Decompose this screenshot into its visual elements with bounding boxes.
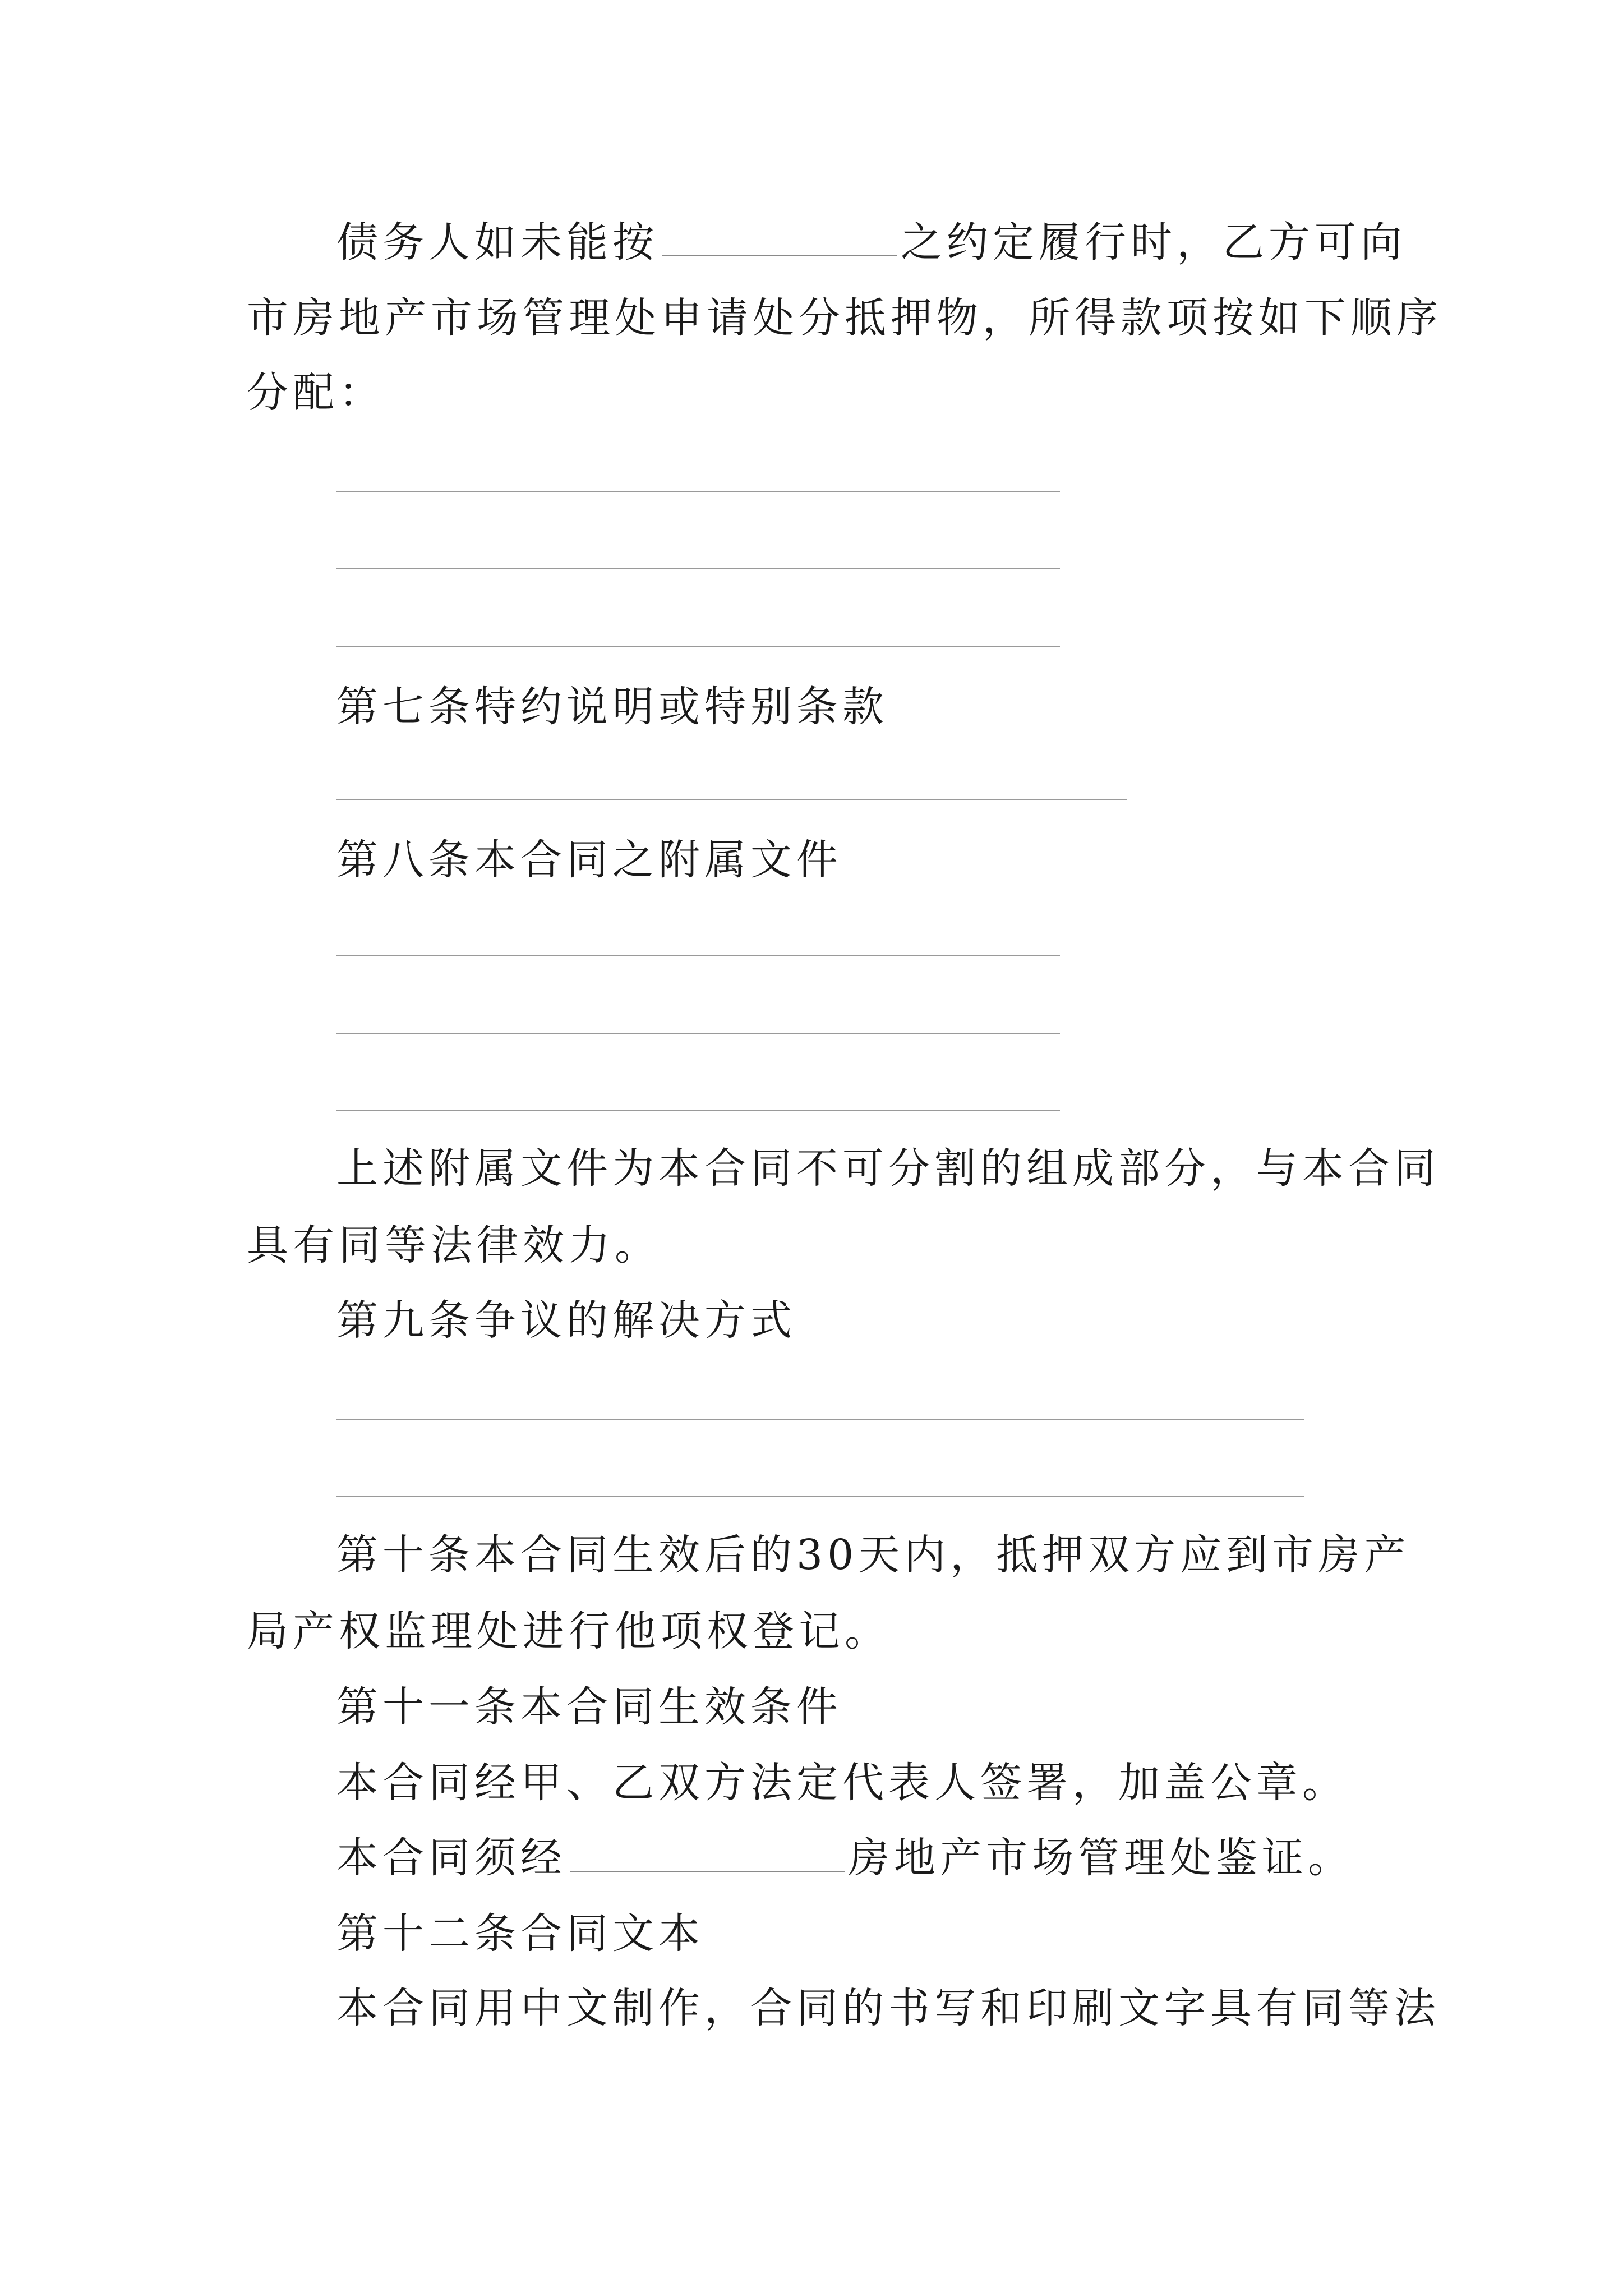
paragraph-1-line-2: 市房地产市场管理处申请处分抵押物，所得款项按如下顺序: [247, 294, 1442, 342]
article-11-clause-b: [336, 1830, 1391, 1886]
fill-in-line[interactable]: [336, 646, 1060, 647]
text-segment: 债务人如未能按: [336, 218, 658, 266]
fill-in-line[interactable]: [336, 799, 1127, 800]
article-12-line-1: 本合同用中文制作，合同的书写和印刷文字具有同等法: [336, 1984, 1440, 2032]
attachment-paragraph-line-2: 具有同等法律效力。: [247, 1221, 661, 1269]
text-segment: 本合同须经: [336, 1834, 566, 1882]
fill-in-line[interactable]: [336, 568, 1060, 569]
article-11-clause-a: 本合同经甲、乙双方法定代表人签署，加盖公章。: [336, 1759, 1348, 1807]
article-7-heading: 第七条特约说明或特别条款: [336, 683, 888, 731]
fill-in-line[interactable]: [336, 1496, 1304, 1497]
fill-in-line[interactable]: [336, 955, 1060, 956]
article-10-line-1: 第十条本合同生效后的30天内，抵押双方应到市房产: [336, 1531, 1410, 1579]
paragraph-1-line-3: 分配：: [247, 369, 385, 417]
attachment-paragraph-line-1: 上述附属文件为本合同不可分割的组成部分，与本合同: [336, 1144, 1440, 1193]
fill-in-line[interactable]: [336, 1033, 1060, 1034]
text-segment: 房地产市场管理处鉴证。: [848, 1834, 1354, 1882]
fill-in-line[interactable]: [336, 1419, 1304, 1420]
article-10-line-2: 局产权监理处进行他项权登记。: [247, 1607, 891, 1655]
article-11-heading: 第十一条本合同生效条件: [336, 1683, 842, 1731]
article-8-heading: 第八条本合同之附属文件: [336, 836, 842, 884]
article-12-heading: 第十二条合同文本: [336, 1910, 704, 1958]
article-9-heading: 第九条争议的解决方式: [336, 1296, 796, 1345]
fill-in-blank[interactable]: [662, 222, 897, 256]
text-segment: 之约定履行时，乙方可向: [901, 218, 1407, 266]
fill-in-blank[interactable]: [570, 1837, 845, 1872]
fill-in-line[interactable]: [336, 491, 1060, 492]
paragraph-1-line-1: [336, 214, 1407, 270]
fill-in-line[interactable]: [336, 1110, 1060, 1111]
